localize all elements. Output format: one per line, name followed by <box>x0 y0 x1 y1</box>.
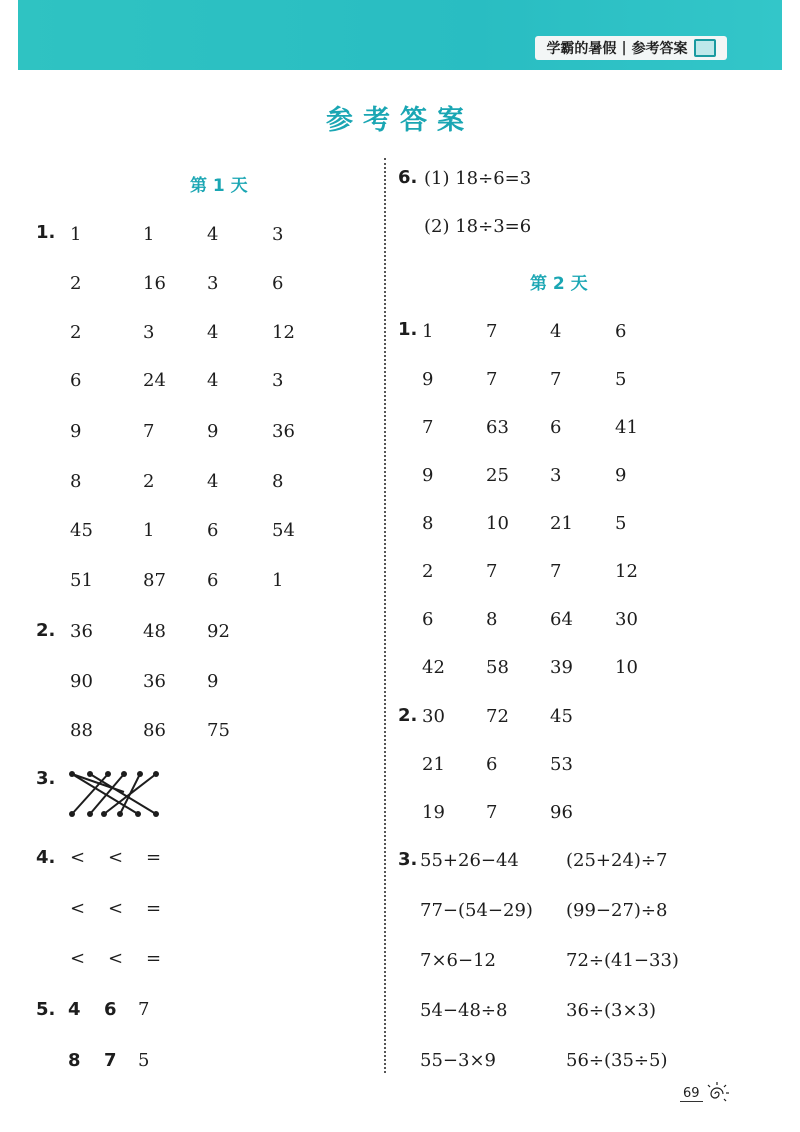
answer-cell: 12 <box>615 561 638 582</box>
answer-cell: 9 <box>422 465 434 486</box>
answer-cell: 8 <box>68 1050 81 1071</box>
q6-label: 6. <box>398 167 418 188</box>
answer-cell: 6 <box>486 754 498 775</box>
answer-cell: 8 <box>486 609 498 630</box>
answer-cell: 1 <box>422 321 434 342</box>
answer-cell: 6 <box>70 370 82 391</box>
answer-cell: 92 <box>207 621 230 642</box>
answer-cell: 48 <box>143 621 166 642</box>
answer-cell: 7 <box>550 369 562 390</box>
comparison-symbol: = <box>146 847 162 868</box>
answer-cell: 2 <box>422 561 434 582</box>
answer-cell: 7 <box>486 802 498 823</box>
answer-cell: 2 <box>70 273 82 294</box>
answer-cell: 3 <box>272 370 284 391</box>
expression: 55−3×9 <box>420 1050 496 1071</box>
answer-cell: 30 <box>615 609 638 630</box>
answer-cell: 7 <box>138 999 150 1020</box>
answer-cell: 16 <box>143 273 166 294</box>
answer-cell: 4 <box>207 224 219 245</box>
book-icon <box>694 39 716 57</box>
answer-cell: 7 <box>104 1050 117 1071</box>
answer-cell: 88 <box>70 720 93 741</box>
day1-q4-label: 4. <box>36 847 56 868</box>
answer-cell: 7 <box>422 417 434 438</box>
answer-cell: 8 <box>272 471 284 492</box>
answer-cell: 1 <box>143 520 155 541</box>
answer-cell: 45 <box>70 520 93 541</box>
expression: (25+24)÷7 <box>566 850 668 871</box>
answer-cell: 2 <box>143 471 155 492</box>
answer-cell: 96 <box>550 802 573 823</box>
answer-cell: 5 <box>138 1050 150 1071</box>
answer-cell: 30 <box>422 706 445 727</box>
answer-cell: 36 <box>70 621 93 642</box>
answer-cell: 6 <box>207 570 219 591</box>
answer-cell: 51 <box>70 570 93 591</box>
answer-cell: 9 <box>207 421 219 442</box>
expression: (99−27)÷8 <box>566 900 668 921</box>
answer-cell: 19 <box>422 802 445 823</box>
section-label: 参考答案 <box>631 41 688 57</box>
answer-cell: 53 <box>550 754 573 775</box>
answer-cell: 2 <box>70 322 82 343</box>
expression: 56÷(35÷5) <box>566 1050 668 1071</box>
answer-cell: 4 <box>207 322 219 343</box>
answer-cell: 5 <box>615 369 627 390</box>
answer-cell: 24 <box>143 370 166 391</box>
day1-q3-label: 3. <box>36 768 56 789</box>
answer-cell: 7 <box>143 421 155 442</box>
answer-cell: 8 <box>422 513 434 534</box>
answer-cell: 3 <box>143 322 155 343</box>
book-title: 学霸的暑假 <box>546 41 617 57</box>
answer-cell: 25 <box>486 465 509 486</box>
answer-cell: 10 <box>486 513 509 534</box>
answer-cell: 6 <box>422 609 434 630</box>
q6-line-2: (2) 18÷3=6 <box>424 216 532 237</box>
answer-cell: 45 <box>550 706 573 727</box>
answer-cell: 41 <box>615 417 638 438</box>
sun-swirl-icon <box>702 1080 732 1104</box>
answer-cell: 6 <box>615 321 627 342</box>
answer-cell: 1 <box>143 224 155 245</box>
answer-cell: 3 <box>207 273 219 294</box>
answer-cell: 9 <box>70 421 82 442</box>
comparison-symbol: < <box>70 898 86 919</box>
expression: 77−(54−29) <box>420 900 533 921</box>
day1-heading: 第 1 天 <box>190 176 248 196</box>
comparison-symbol: < <box>70 948 86 969</box>
page-title: 参考答案 <box>326 105 474 136</box>
answer-cell: 6 <box>550 417 562 438</box>
answer-cell: 64 <box>550 609 573 630</box>
header-tag <box>535 36 727 60</box>
answer-cell: 3 <box>550 465 562 486</box>
expression: 7×6−12 <box>420 950 496 971</box>
answer-cell: 90 <box>70 671 93 692</box>
answer-cell: 4 <box>207 370 219 391</box>
answer-cell: 6 <box>272 273 284 294</box>
expression: 36÷(3×3) <box>566 1000 657 1021</box>
answer-cell: 12 <box>272 322 295 343</box>
answer-cell: 54 <box>272 520 295 541</box>
answer-cell: 4 <box>207 471 219 492</box>
comparison-symbol: = <box>146 948 162 969</box>
q6-line-1: (1) 18÷6=3 <box>424 168 532 189</box>
answer-cell: 3 <box>272 224 284 245</box>
column-divider <box>384 158 386 1073</box>
answer-cell: 9 <box>422 369 434 390</box>
answer-cell: 86 <box>143 720 166 741</box>
matching-lines-diagram <box>64 762 168 822</box>
answer-cell: 4 <box>68 999 81 1020</box>
answer-cell: 6 <box>207 520 219 541</box>
page-number: 69 <box>680 1086 703 1102</box>
answer-cell: 7 <box>486 321 498 342</box>
answer-cell: 21 <box>550 513 573 534</box>
answer-cell: 36 <box>143 671 166 692</box>
header-separator: | <box>621 40 627 56</box>
day1-q1-label: 1. <box>36 222 56 243</box>
answer-cell: 7 <box>486 369 498 390</box>
answer-cell: 8 <box>70 471 82 492</box>
answer-cell: 10 <box>615 657 638 678</box>
answer-cell: 5 <box>615 513 627 534</box>
answer-cell: 6 <box>104 999 117 1020</box>
answer-cell: 21 <box>422 754 445 775</box>
day2-q3-label: 3. <box>398 849 418 870</box>
expression: 55+26−44 <box>420 850 519 871</box>
comparison-symbol: < <box>108 847 124 868</box>
comparison-symbol: < <box>108 948 124 969</box>
answer-cell: 9 <box>207 671 219 692</box>
answer-cell: 72 <box>486 706 509 727</box>
answer-cell: 1 <box>70 224 82 245</box>
answer-cell: 36 <box>272 421 295 442</box>
answer-cell: 1 <box>272 570 284 591</box>
comparison-symbol: < <box>108 898 124 919</box>
answer-cell: 75 <box>207 720 230 741</box>
day2-heading: 第 2 天 <box>530 274 588 294</box>
day2-q2-label: 2. <box>398 705 418 726</box>
answer-cell: 7 <box>486 561 498 582</box>
answer-cell: 9 <box>615 465 627 486</box>
comparison-symbol: = <box>146 898 162 919</box>
day1-q5-label: 5. <box>36 999 56 1020</box>
day2-q1-label: 1. <box>398 319 418 340</box>
answer-cell: 4 <box>550 321 562 342</box>
day1-q2-label: 2. <box>36 620 56 641</box>
answer-cell: 63 <box>486 417 509 438</box>
answer-cell: 42 <box>422 657 445 678</box>
answer-cell: 58 <box>486 657 509 678</box>
answer-cell: 87 <box>143 570 166 591</box>
expression: 72÷(41−33) <box>566 950 679 971</box>
comparison-symbol: < <box>70 847 86 868</box>
answer-cell: 7 <box>550 561 562 582</box>
expression: 54−48÷8 <box>420 1000 508 1021</box>
answer-cell: 39 <box>550 657 573 678</box>
